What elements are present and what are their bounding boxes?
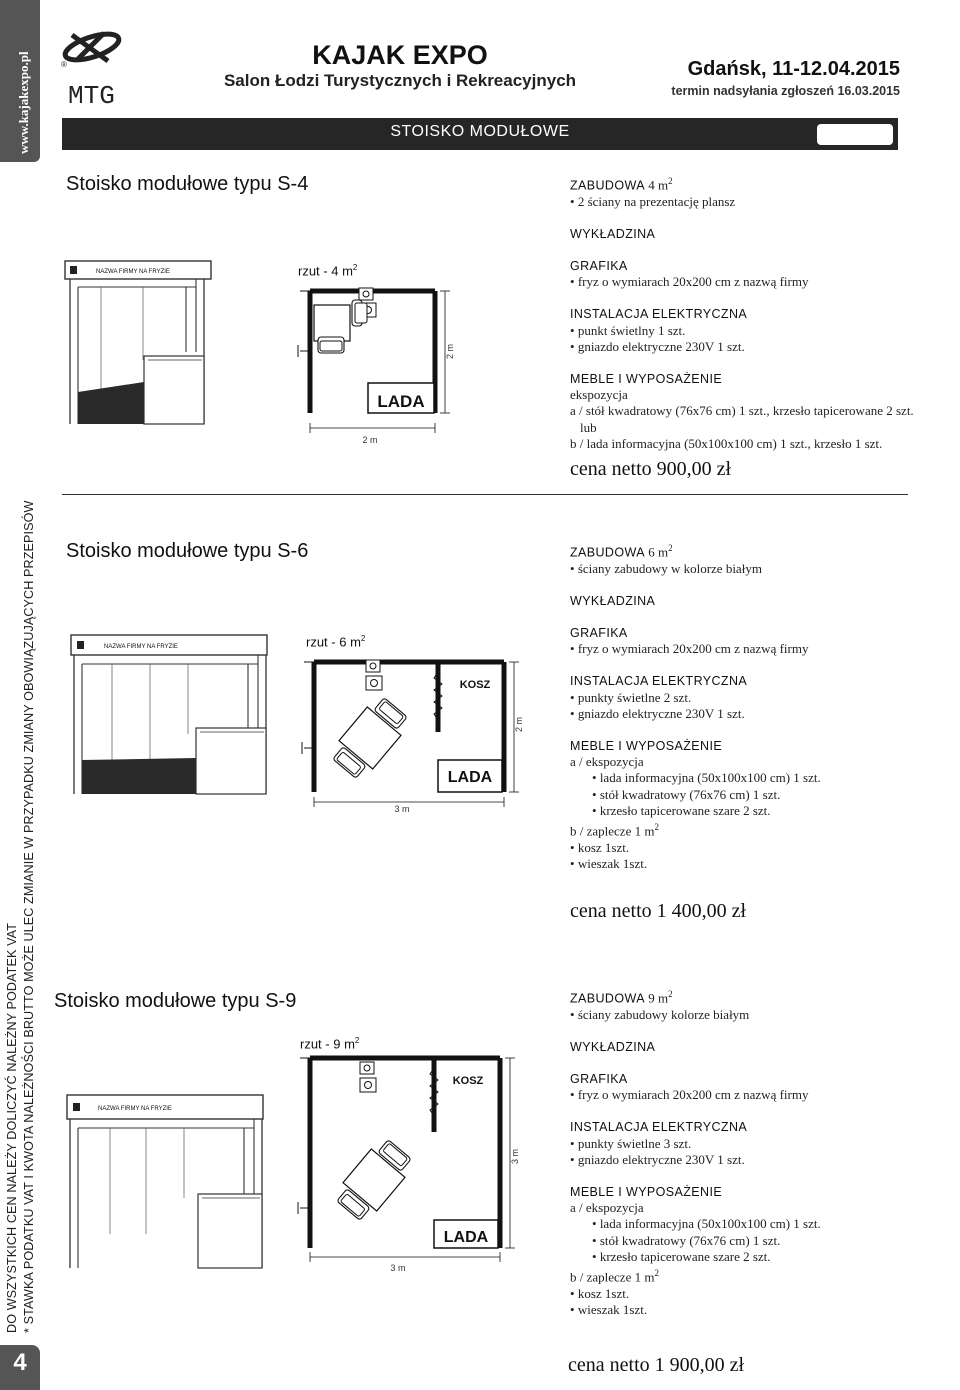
event-title: KAJAK EXPO bbox=[312, 40, 488, 70]
s6-price: cena netto 1 400,00 zł bbox=[570, 900, 747, 922]
vat-note-line1: DO WSZYSTKICH CEN NALEŻY DOLICZYĆ NALEŻNY PODATEK VAT bbox=[5, 922, 19, 1333]
s4-counter-label: LADA bbox=[377, 392, 425, 411]
vat-note-line2: * STAWKA PODATKU VAT I KWOTA NALEŻNOŚCI BRUTTO MOŻE ULEC ZMIANIE W PRZYPADKU ZMIANY OBOWIĄZUJĄCYCH PRZEPISÓW bbox=[22, 500, 36, 1333]
s4-plan-label: rzut - 4 $m^2$ bbox=[298, 263, 358, 279]
s9-floor-plan bbox=[296, 1052, 536, 1282]
s9-price: cena netto 1 900,00 zł bbox=[568, 1354, 745, 1376]
svg-text:®: ® bbox=[61, 60, 67, 69]
page-number-box bbox=[0, 1345, 40, 1390]
s9-fascia-text: NAZWA FIRMY NA FRYZIE bbox=[98, 1106, 172, 1112]
s9-counter-label: LADA bbox=[443, 1229, 489, 1246]
s4-price: cena netto 900,00 zł bbox=[570, 458, 732, 480]
city-date: Gdańsk, 11-12.04.2015 bbox=[687, 58, 900, 80]
s6-title: Stoisko modułowe typu S-6 bbox=[66, 540, 309, 562]
logo-text: MTG bbox=[68, 81, 115, 107]
mtg-logo bbox=[58, 25, 128, 107]
deadline: termin nadsyłania zgłoszeń 16.03.2015 bbox=[671, 84, 900, 98]
event-title-block bbox=[200, 40, 600, 92]
s6-bin-label: KOSZ bbox=[459, 679, 491, 691]
s4-fascia-text: NAZWA FIRMY NA FRYZIE bbox=[96, 269, 170, 275]
website-link[interactable]: www.kajakexpo.pl bbox=[16, 51, 31, 154]
website-tab[interactable] bbox=[0, 0, 40, 162]
banner-title: STOISKO MODUŁOWE bbox=[390, 123, 570, 140]
s9-dim-height: 3 m bbox=[510, 1148, 520, 1164]
s6-dim-height: 2 m bbox=[514, 716, 524, 732]
s6-booth-drawing bbox=[70, 634, 270, 796]
s4-floor-plan bbox=[290, 283, 460, 453]
s6-counter-label: LADA bbox=[447, 769, 493, 786]
s9-dim-width: 3 m bbox=[390, 1263, 406, 1273]
divider-1 bbox=[62, 494, 908, 495]
s9-spec: ZABUDOWA 9 $m^2$ • ściany zabudowy kolorze białym WYKŁADZINA GRAFIKA • fryz o wymiarach 20x200 cm z nazwą firmy INSTALACJA ELEKTRYCZNA • punkty świetlne 3 szt. • gniazdo elektryczne 230V 1 szt. MEBLE I WYPOSAŻENIE a / ekspozycja • lada informacyjna (50x100x100 cm) 1 szt. • stół kwadratowy (76x76 cm) 1 szt. • krzesło tapicerowane szare 2 szt. b / zaplecze 1 $m^2$ • kosz 1szt. • wieszak 1szt. bbox=[570, 986, 950, 1318]
banner-box bbox=[817, 124, 893, 145]
s4-title: Stoisko modułowe typu S-4 bbox=[66, 173, 309, 195]
s9-title: Stoisko modułowe typu S-9 bbox=[54, 990, 297, 1012]
s9-bin-label: KOSZ bbox=[452, 1075, 484, 1087]
s6-spec: ZABUDOWA 6 $m^2$ • ściany zabudowy w kolorze białym WYKŁADZINA GRAFIKA • fryz o wymiarach 20x200 cm z nazwą firmy INSTALACJA ELEKTRYCZNA • punkty świetlne 2 szt. • gniazdo elektryczne 230V 1 szt. MEBLE I WYPOSAŻENIE a / ekspozycja • lada informacyjna (50x100x100 cm) 1 szt. • stół kwadratowy (76x76 cm) 1 szt. • krzesło tapicerowane szare 2 szt. b / zaplecze 1 $m^2$ • kosz 1szt. • wieszak 1szt. bbox=[570, 540, 950, 872]
s9-plan-label: rzut - 9 $m^2$ bbox=[300, 1036, 360, 1052]
s6-fascia-text: NAZWA FIRMY NA FRYZIE bbox=[104, 644, 178, 650]
page-number: 4 bbox=[13, 1349, 27, 1376]
event-subtitle: Salon Łodzi Turystycznych i Rekreacyjnych bbox=[223, 71, 577, 90]
s4-dim-width: 2 m bbox=[362, 435, 378, 445]
vat-note bbox=[0, 485, 44, 1335]
s4-spec: ZABUDOWA 4 $m^2$ • 2 ściany na prezentację plansz WYKŁADZINA GRAFIKA • fryz o wymiarach 20x200 cm z nazwą firmy INSTALACJA ELEKTRYCZNA • punkt świetlny 1 szt. • gniazdo elektryczne 230V 1 szt. MEBLE I WYPOSAŻENIE ekspozycja a / stół kwadratowy (76x76 cm) 1 szt., krzesło tapicerowane 2 szt. lub b / lada informacyjna (50x100x100 cm) 1 szt., krzesło 1 szt. bbox=[570, 173, 950, 452]
s6-dim-width: 3 m bbox=[394, 804, 410, 814]
s6-plan-label: rzut - 6 $m^2$ bbox=[306, 634, 366, 650]
s4-dim-height: 2 m bbox=[445, 343, 455, 359]
s6-floor-plan bbox=[300, 652, 540, 827]
s4-booth-drawing bbox=[64, 260, 214, 426]
section-banner bbox=[62, 118, 898, 150]
s9-booth-drawing bbox=[66, 1094, 266, 1270]
